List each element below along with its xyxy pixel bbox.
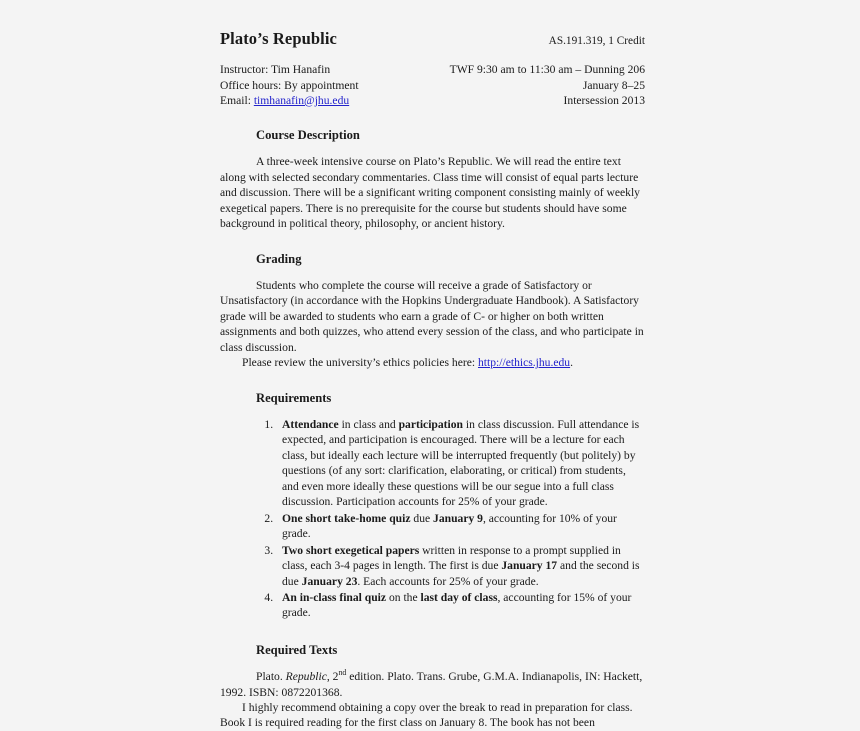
plain-text: , accounting for 10% of your grade. xyxy=(282,511,617,541)
email-row xyxy=(220,93,359,108)
office-hours: Office hours: By appointment xyxy=(220,78,359,92)
bold-text: Two short exegetical papers xyxy=(282,543,420,557)
bold-text: January 9 xyxy=(433,511,483,525)
ethics-policy-line xyxy=(220,355,645,370)
course-meta xyxy=(220,62,645,108)
bold-text: An in-class final quiz xyxy=(282,591,387,604)
course-description-heading: Course Description xyxy=(256,128,360,143)
section-required-texts xyxy=(220,643,645,731)
required-texts-heading: Required Texts xyxy=(256,642,338,657)
course-description-text: A three-week intensive course on Plato’s Republic. We will read the entire text along with selected secondary commentaries. Class time will consist of equal parts lecture and discussion. There will be a significant writing component consisting mainly of weekly exegetical papers. There is no prerequisite for the course but students should have some background in political theory, philosophy, or ancient history. xyxy=(220,155,640,231)
grading-text: Students who complete the course will receive a grade of Satisfactory or Unsatisfactory (in accordance with the Hopkins Undergraduate Handbook). A Satisfactory grade will be awarded to students who earn a grade of C- or higher on both written assignments and both quizzes, who attend every session of the class, and who participate in class discussion. xyxy=(220,278,644,354)
email-link[interactable]: timhanafin@jhu.edu xyxy=(253,93,350,107)
plain-text: . Each accounts for 25% of your grade. xyxy=(357,574,539,588)
document-header xyxy=(220,30,645,48)
bold-text: January 23 xyxy=(301,574,358,588)
bold-text: Attendance xyxy=(282,417,339,431)
bold-text: participation xyxy=(398,417,463,431)
list-item xyxy=(276,417,645,510)
bold-text: last day of class xyxy=(420,591,498,604)
grading-heading: Grading xyxy=(256,251,302,266)
list-item xyxy=(276,590,645,621)
textbook-citation xyxy=(220,669,645,700)
course-dates: January 8–25 xyxy=(582,78,645,92)
class-schedule: TWF 9:30 am to 11:30 am – Dunning 206 xyxy=(449,63,645,77)
requirements-list xyxy=(220,417,645,621)
bold-text: One short take-home quiz xyxy=(282,511,411,525)
textbook-note: I highly recommend obtaining a copy over the break to read in preparation for class. Book I is required reading for the first class on January 8. The book has not been xyxy=(220,700,633,730)
list-item xyxy=(276,511,645,542)
ethics-suffix: . xyxy=(570,356,573,370)
section-course-description xyxy=(220,128,645,231)
plain-text: due xyxy=(410,511,434,525)
section-grading xyxy=(220,252,645,371)
plain-text: , 2 xyxy=(326,670,339,684)
plain-text: on the xyxy=(386,591,421,604)
plain-text: , accounting for 15% of your grade. xyxy=(282,591,632,620)
ethics-prefix: Please review the university’s ethics policies here: xyxy=(242,356,478,370)
course-code: AS.191.319, 1 Credit xyxy=(548,35,645,47)
list-item xyxy=(276,543,645,589)
term-label: Intersession 2013 xyxy=(563,93,645,107)
email-label: Email: xyxy=(220,93,254,107)
superscript-text: nd xyxy=(338,668,347,678)
section-requirements xyxy=(220,391,645,621)
plain-text: edition. Plato. Trans. Grube, G.M.A. Indianapolis, IN: Hackett, 1992. ISBN: 0872201368. xyxy=(220,670,643,699)
plain-text: in class and xyxy=(338,417,399,431)
bold-text: January 17 xyxy=(501,559,558,573)
document-body xyxy=(220,30,645,731)
plain-text: and the second is due xyxy=(282,559,640,588)
plain-text: in class discussion. Full attendance is expected, and participation is encouraged. There will be a lecture for each class, but ideally each lecture will be interrupted frequently (but politely) by questions (of any sort: clarification, elaborating, or critical) from students, and even more ideally these questions will be our segue into a full class discussion. Participation accounts for 25% of your grade. xyxy=(282,417,640,509)
requirements-heading: Requirements xyxy=(256,390,332,405)
plain-text: written in response to a prompt supplied in class, each 3-4 pages in length. The first is due xyxy=(282,543,621,573)
plain-text: Plato. xyxy=(256,670,286,684)
italic-text: Republic xyxy=(285,670,327,684)
schedule-info-block xyxy=(450,62,645,108)
instructor-info-block xyxy=(220,62,359,108)
ethics-policy-link[interactable]: http://ethics.jhu.edu xyxy=(478,356,571,370)
page-title: Plato’s Republic xyxy=(220,29,337,48)
instructor-name: Instructor: Tim Hanafin xyxy=(220,63,331,77)
